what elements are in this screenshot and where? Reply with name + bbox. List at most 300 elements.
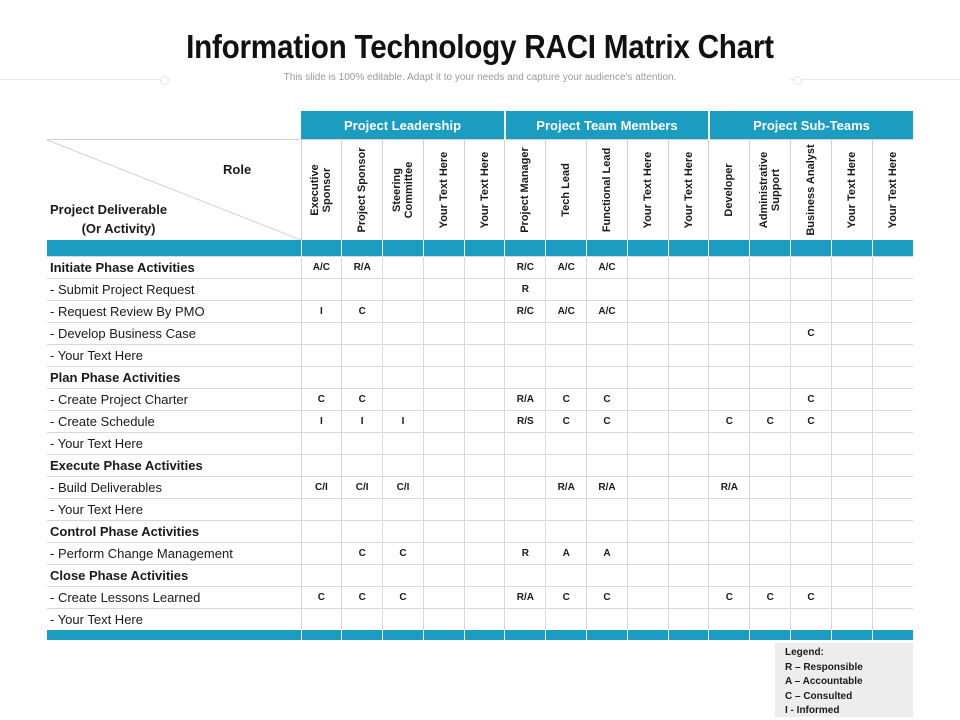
raci-cell [750,565,791,587]
raci-cell [750,433,791,455]
raci-cell [464,345,505,367]
raci-cell [750,367,791,389]
raci-cell [546,609,587,631]
raci-cell: C [383,543,424,565]
raci-cell [627,279,668,301]
raci-cell [464,521,505,543]
activity-label: - Build Deliverables [47,477,301,499]
raci-cell: A/C [301,257,342,279]
role-header [423,140,464,241]
raci-cell: R/A [342,257,383,279]
footer-stripe-cell [627,630,668,640]
raci-cell [750,455,791,477]
activity-row [47,389,913,411]
raci-cell [872,279,913,301]
raci-cell [831,521,872,543]
raci-cell [668,477,709,499]
phase-label: Control Phase Activities [47,521,301,543]
raci-cell [709,367,750,389]
raci-cell [587,565,628,587]
raci-cell [342,521,383,543]
raci-cell [383,609,424,631]
raci-cell [423,323,464,345]
raci-cell [831,455,872,477]
role-header [587,140,628,241]
role-header-text [758,152,782,228]
raci-cell [872,609,913,631]
raci-cell [627,455,668,477]
raci-cell [423,609,464,631]
raci-cell [464,477,505,499]
stripe-cell [47,240,301,257]
role-header-line: Administrative [758,151,771,229]
raci-cell [423,389,464,411]
raci-cell [587,609,628,631]
raci-cell: C [750,587,791,609]
raci-cell [301,565,342,587]
raci-cell [546,521,587,543]
raci-cell: C [342,543,383,565]
raci-cell [383,565,424,587]
raci-cell [383,367,424,389]
raci-cell: C [709,587,750,609]
raci-cell [587,323,628,345]
raci-cell [423,411,464,433]
group-header-blank [47,111,301,140]
raci-cell [668,565,709,587]
role-header-text [391,162,415,219]
raci-cell [668,609,709,631]
legend-title: Legend: [785,647,824,658]
raci-cell [791,565,832,587]
group-header-row [47,111,913,140]
raci-cell: C/I [301,477,342,499]
subtitle: This slide is 100% editable. Adapt it to your needs and capture your audience's attention. [283,72,677,83]
raci-cell: A [587,543,628,565]
raci-cell: R/A [587,477,628,499]
role-header [505,140,546,241]
legend-item-responsible: R – Responsible [785,661,863,673]
raci-cell: C [546,389,587,411]
raci-cell [709,455,750,477]
raci-cell [668,543,709,565]
raci-cell [587,279,628,301]
phase-row [47,367,913,389]
raci-cell [791,609,832,631]
role-header-row [47,140,913,241]
stripe-cell [505,240,546,257]
role-header-line: Sponsor [321,167,334,213]
raci-cell [831,587,872,609]
raci-cell [587,367,628,389]
raci-cell [831,389,872,411]
raci-cell [709,301,750,323]
group-project-leadership: Project Leadership [301,111,505,140]
raci-cell [668,279,709,301]
role-header [750,140,791,241]
raci-cell: R/A [505,389,546,411]
raci-cell [791,477,832,499]
role-header-line: Your Text Here [845,151,858,229]
stripe-cell [627,240,668,257]
raci-cell [301,279,342,301]
raci-cell: C [342,301,383,323]
phase-row [47,257,913,279]
raci-cell [505,521,546,543]
raci-cell: C [791,389,832,411]
raci-cell [423,367,464,389]
activity-row [47,345,913,367]
raci-cell [546,565,587,587]
activity-row [47,301,913,323]
raci-cell [668,433,709,455]
role-header [342,140,383,241]
raci-cell [831,609,872,631]
raci-cell: R/A [546,477,587,499]
raci-cell [301,433,342,455]
stripe-cell [546,240,587,257]
raci-cell [668,587,709,609]
matrix-body [47,257,913,631]
raci-cell [627,521,668,543]
header-stripe [47,240,913,257]
footer-stripe-cell [505,630,546,640]
raci-cell [464,587,505,609]
role-header-line: Project Manager [519,147,532,233]
raci-cell [546,499,587,521]
activity-label: - Request Review By PMO [47,301,301,323]
raci-cell [791,345,832,367]
footer-stripe-cell [791,630,832,640]
legend-item-informed: I - Informed [785,705,840,716]
raci-cell [383,455,424,477]
raci-cell [627,543,668,565]
role-header-text [723,163,735,216]
raci-cell [872,455,913,477]
raci-cell [383,521,424,543]
role-header-text [846,152,858,229]
raci-cell: R/C [505,257,546,279]
phase-label: Initiate Phase Activities [47,257,301,279]
raci-cell [750,521,791,543]
activity-row [47,609,913,631]
stripe-cell [383,240,424,257]
raci-cell [342,609,383,631]
stripe-cell [791,240,832,257]
raci-cell [423,521,464,543]
raci-cell [709,499,750,521]
raci-cell: C [791,323,832,345]
raci-cell [872,323,913,345]
raci-cell: C [546,587,587,609]
raci-cell: R [505,543,546,565]
raci-cell: C [587,411,628,433]
phase-label: Close Phase Activities [47,565,301,587]
raci-cell [709,345,750,367]
role-header [627,140,668,241]
raci-cell [464,455,505,477]
raci-cell [423,279,464,301]
group-project-team-members: Project Team Members [505,111,709,140]
raci-cell [627,433,668,455]
stripe-cell [709,240,750,257]
raci-cell: C [750,411,791,433]
raci-cell [750,279,791,301]
stripe-cell [587,240,628,257]
footer-stripe [47,630,913,640]
role-deliverable-header [47,140,301,241]
activity-label: - Submit Project Request [47,279,301,301]
raci-cell [587,455,628,477]
raci-cell [709,279,750,301]
raci-cell [342,367,383,389]
role-header-text [601,148,613,232]
phase-label: Execute Phase Activities [47,455,301,477]
raci-cell [342,279,383,301]
raci-cell [383,323,424,345]
subtitle-bar [0,70,960,88]
raci-cell [383,389,424,411]
role-header [464,140,505,241]
raci-cell [709,609,750,631]
role-header [872,140,913,241]
raci-cell: C/I [383,477,424,499]
role-header-line: Your Text Here [682,151,695,229]
role-header-line: Executive [309,164,322,216]
raci-cell [872,565,913,587]
stripe-cell [301,240,342,257]
raci-cell: A/C [546,257,587,279]
raci-cell [831,543,872,565]
raci-cell [831,301,872,323]
raci-cell [709,389,750,411]
activity-label: - Your Text Here [47,345,301,367]
raci-cell [546,455,587,477]
footer-stripe-cell [668,630,709,640]
raci-cell [627,587,668,609]
raci-cell [301,521,342,543]
raci-cell [423,455,464,477]
activity-row [47,499,913,521]
raci-cell [831,499,872,521]
raci-cell [342,455,383,477]
raci-cell [464,301,505,323]
raci-cell [301,367,342,389]
stripe-cell [831,240,872,257]
role-label: Role [223,162,252,177]
footer-stripe-cell [831,630,872,640]
raci-cell [301,609,342,631]
role-header-line: Developer [723,163,736,217]
raci-cell [872,433,913,455]
footer-stripe-cell [750,630,791,640]
raci-cell: A [546,543,587,565]
raci-cell [791,433,832,455]
raci-cell [668,499,709,521]
raci-cell: C/I [342,477,383,499]
phase-row [47,455,913,477]
raci-cell: C [791,411,832,433]
raci-cell [668,301,709,323]
raci-cell [464,499,505,521]
raci-cell [546,367,587,389]
activity-label: - Develop Business Case [47,323,301,345]
raci-cell: C [546,411,587,433]
raci-cell [505,499,546,521]
footer-stripe-cell [872,630,913,640]
raci-cell [831,433,872,455]
raci-cell [709,433,750,455]
raci-cell [791,367,832,389]
activity-label: - Your Text Here [47,609,301,631]
raci-cell [872,389,913,411]
raci-cell: R/A [709,477,750,499]
raci-cell [464,257,505,279]
legend-item-consulted: C – Consulted [785,690,853,702]
raci-cell [301,499,342,521]
raci-cell [750,543,791,565]
activity-label: - Create Project Charter [47,389,301,411]
raci-cell [464,411,505,433]
raci-cell [831,411,872,433]
raci-cell [546,323,587,345]
raci-cell [627,565,668,587]
role-header-line: Tech Lead [560,163,573,217]
raci-cell [668,455,709,477]
raci-cell [464,279,505,301]
raci-cell [872,367,913,389]
raci-cell [872,345,913,367]
raci-cell [587,521,628,543]
raci-cell [668,389,709,411]
raci-cell [464,389,505,411]
raci-cell [831,345,872,367]
raci-cell [423,301,464,323]
raci-cell [546,345,587,367]
stripe-cell [872,240,913,257]
raci-cell [668,323,709,345]
legend-box [775,643,913,717]
raci-cell [709,323,750,345]
raci-cell [342,433,383,455]
role-header-line: Your Text Here [886,151,899,229]
footer-stripe-cell [464,630,505,640]
raci-cell [505,323,546,345]
raci-cell [423,345,464,367]
raci-cell [627,389,668,411]
raci-cell [872,301,913,323]
raci-cell: C [587,389,628,411]
raci-cell [750,477,791,499]
raci-cell [464,565,505,587]
raci-cell: A/C [587,301,628,323]
role-header-line: Functional Lead [600,147,613,233]
raci-cell [342,499,383,521]
activity-label: - Create Schedule [47,411,301,433]
raci-cell [505,565,546,587]
raci-cell [791,543,832,565]
raci-cell [505,433,546,455]
phase-label: Plan Phase Activities [47,367,301,389]
raci-cell: I [383,411,424,433]
role-header-line: Steering [390,168,403,213]
footer-stripe-cell [423,630,464,640]
raci-cell [668,345,709,367]
raci-cell: C [342,389,383,411]
raci-cell: C [383,587,424,609]
role-header [301,140,342,241]
page-title: Information Technology RACI Matrix Chart [186,28,774,65]
raci-cell [750,389,791,411]
phase-row [47,565,913,587]
raci-cell [546,433,587,455]
raci-cell: I [301,301,342,323]
footer-stripe-cell [47,630,301,640]
activity-row [47,323,913,345]
role-header-line: Support [770,168,783,212]
raci-cell [791,499,832,521]
role-header-line: Your Text Here [437,151,450,229]
deliverable-label-line1: Project Deliverable [50,202,168,217]
raci-cell [546,279,587,301]
raci-cell [301,345,342,367]
raci-cell [383,345,424,367]
activity-label: - Your Text Here [47,499,301,521]
raci-cell [627,345,668,367]
raci-cell [831,565,872,587]
footer-stripe-cell [383,630,424,640]
role-header [546,140,587,241]
raci-cell [627,609,668,631]
raci-cell [831,323,872,345]
raci-cell: C [342,587,383,609]
raci-cell [627,411,668,433]
raci-cell [709,521,750,543]
raci-cell [383,433,424,455]
raci-cell: I [301,411,342,433]
activity-label: - Your Text Here [47,433,301,455]
raci-cell [383,257,424,279]
role-header-line: Project Sponsor [356,147,369,233]
raci-cell: A/C [546,301,587,323]
raci-cell [872,499,913,521]
role-header-text [683,152,695,229]
raci-cell: I [342,411,383,433]
role-header [709,140,750,241]
raci-cell [505,455,546,477]
stripe-cell [423,240,464,257]
role-header [831,140,872,241]
raci-cell: C [791,587,832,609]
raci-cell: C [301,389,342,411]
raci-cell: R [505,279,546,301]
raci-cell [587,499,628,521]
raci-cell [464,323,505,345]
raci-cell [627,301,668,323]
raci-cell: C [587,587,628,609]
deliverable-label [50,200,167,238]
role-header [668,140,709,241]
raci-cell [627,257,668,279]
raci-cell [791,301,832,323]
raci-cell [301,455,342,477]
raci-cell [342,323,383,345]
raci-cell [709,565,750,587]
role-header-text [438,152,450,229]
raci-cell [587,433,628,455]
role-header-line: Business Analyst [804,144,817,236]
activity-row [47,279,913,301]
